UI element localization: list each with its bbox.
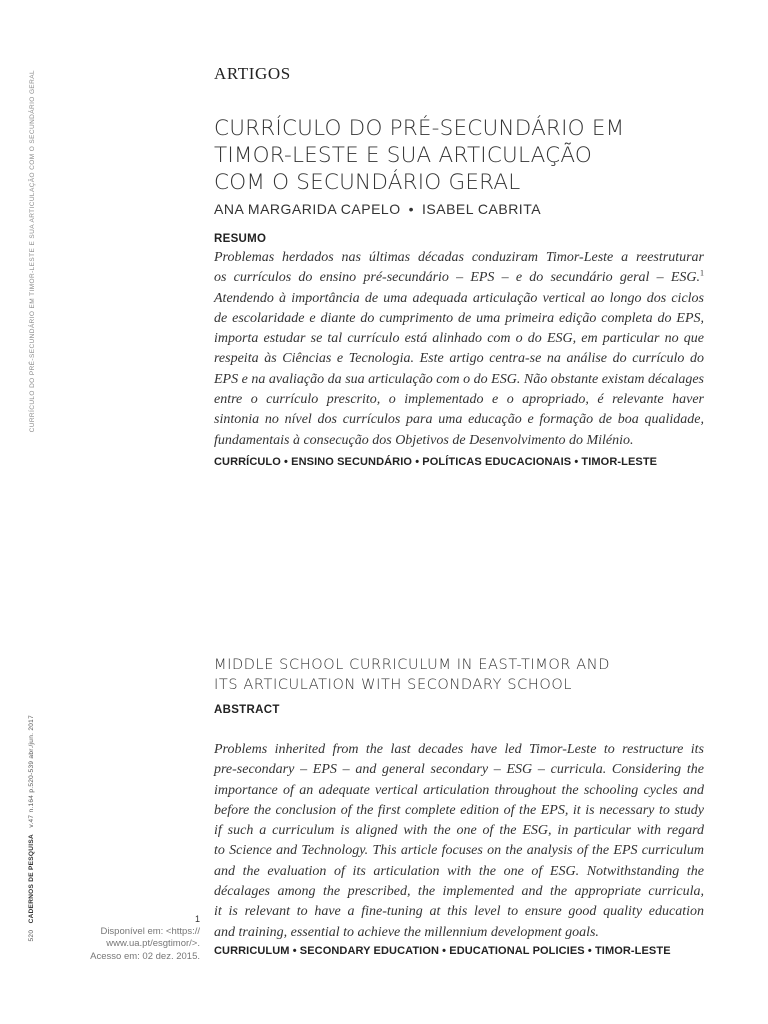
- abstract-body: [214, 740, 704, 943]
- footnote-marker: 1: [700, 268, 704, 278]
- resumo-line: de escolaridade e diante do cumprimento de uma primeira edição completa do EPS,: [214, 310, 704, 326]
- title-pt-line: CURRÍCULO DO PRÉ-SECUNDÁRIO EM: [214, 116, 625, 141]
- title-en-line: ITS ARTICULATION WITH SECONDARY SCHOOL: [214, 677, 573, 693]
- resumo-line: entre o currículo prescrito, o implementado e o apropriado, é relevante haver: [214, 392, 704, 408]
- abstract-line: it is relevant to have a fine-tuning at this level to ensure good quality education: [214, 904, 704, 920]
- resumo-line: [214, 268, 704, 288]
- abstract-line: pre-secondary – EPS – and general secondary – ESG – curricula. Considering the: [214, 762, 704, 778]
- article-title-pt: [214, 115, 714, 196]
- footnote-line: Acesso em: 02 dez. 2015.: [90, 950, 200, 962]
- resumo-line: Atendendo à importância de uma adequada articulação vertical ao longo dos ciclos: [214, 290, 704, 306]
- resumo-line: fundamentais à consecução dos Objetivos de Desenvolvimento do Milénio.: [214, 432, 634, 448]
- title-pt-line: COM O SECUNDÁRIO GERAL: [214, 170, 521, 195]
- abstract-line: to Science and Technology. This article focuses on the analysis of the EPS curriculum: [214, 843, 704, 859]
- resumo-line: Problemas herdados nas últimas décadas conduziram Timor-Leste a reestruturar: [214, 250, 704, 265]
- abstract-line: if such a curriculum is aligned with the one of the ESG, in particular with regard: [214, 823, 704, 839]
- title-en-line: MIDDLE SCHOOL CURRICULUM IN EAST-TIMOR AND: [214, 657, 611, 673]
- footnote-number: 1: [194, 914, 200, 924]
- author-name: ANA MARGARIDA CAPELO: [214, 201, 401, 217]
- footnote-line: Disponível em: <https://: [100, 925, 200, 937]
- resumo-line-text: os currículos do ensino pré-secundário – EPS – e do secundário geral – ESG.: [214, 270, 700, 286]
- authors: [214, 201, 541, 217]
- resumo-line: respeita às Ciências e Tecnologia. Este artigo centra-se na análise do currículo do: [214, 351, 704, 367]
- abstract-line: décalages among the prescribed, the implemented and the appropriate curricula,: [214, 884, 704, 900]
- resumo-heading: RESUMO: [214, 233, 267, 245]
- keywords-pt: CURRÍCULO • ENSINO SECUNDÁRIO • POLÍTICAS EDUCACIONAIS • TIMOR-LESTE: [214, 456, 658, 468]
- citation-page: 520: [28, 929, 35, 942]
- keywords-en: CURRICULUM • SECONDARY EDUCATION • EDUCATIONAL POLICIES • TIMOR-LESTE: [214, 945, 671, 957]
- citation-details: v.47 n.164 p.520-539 abr./jun. 2017: [28, 715, 35, 828]
- resumo-line: EPS e na avaliação da sua articulação com o do ESG. Não obstante existam décalages: [214, 371, 704, 387]
- abstract-line: Problems inherited from the last decades have led Timor-Leste to restructure its: [214, 742, 704, 757]
- resumo-line: sintonia no nível dos currículos para uma educação e formação de boa qualidade,: [214, 412, 704, 428]
- citation-vertical: [28, 715, 35, 942]
- citation-journal: CADERNOS DE PESQUISA: [28, 833, 35, 924]
- abstract-line: importance of an adequate vertical articulation throughout the schooling cycles and: [214, 782, 704, 798]
- author-separator: •: [408, 201, 415, 217]
- abstract-line: before the conclusion of the first complete edition of the EPS, it is necessary to study: [214, 802, 704, 818]
- author-name: ISABEL CABRITA: [422, 201, 542, 217]
- running-title-vertical: CURRÍCULO DO PRÉ-SECUNDÁRIO EM TIMOR-LESTE E SUA ARTICULAÇÃO COM O SECUNDÁRIO GERAL: [29, 70, 36, 433]
- footnote: [80, 913, 200, 963]
- abstract-heading: ABSTRACT: [214, 704, 280, 716]
- resumo-body: [214, 248, 704, 451]
- article-title-en: [214, 655, 714, 695]
- abstract-line: and training, essential to achieve the millennium development goals.: [214, 924, 599, 940]
- section-label: ARTIGOS: [214, 64, 291, 83]
- abstract-line: and the evaluation of its articulation with the one of ESG. Notwithstanding the: [214, 863, 704, 879]
- title-pt-line: TIMOR-LESTE E SUA ARTICULAÇÃO: [214, 143, 593, 168]
- resumo-line: importa estudar se tal currículo está alinhado com o do ESG, em particular no que: [214, 331, 704, 347]
- footnote-line: www.ua.pt/esgtimor/>.: [106, 938, 200, 949]
